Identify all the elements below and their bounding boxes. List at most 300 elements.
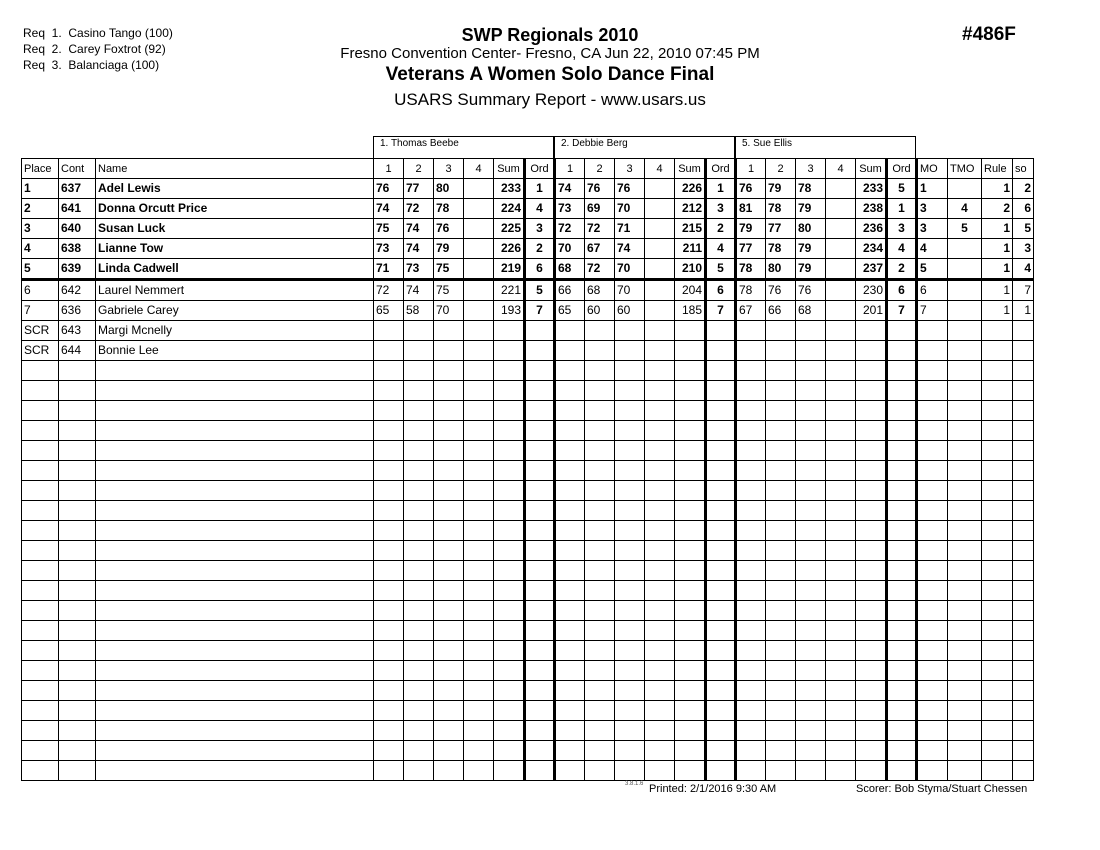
judge-1-score-cell <box>404 641 434 661</box>
rule-cell: 1 <box>982 259 1013 280</box>
judge-3-ord-cell <box>887 341 917 361</box>
place-cell <box>22 741 59 761</box>
judge-3-ord-cell <box>887 461 917 481</box>
judge-1-ord-cell <box>525 681 555 701</box>
judge-3-score-cell <box>826 561 856 581</box>
judge-3-sum-cell: 236 <box>856 219 887 239</box>
judge-1-score-cell <box>404 441 434 461</box>
judge-2-score-cell <box>585 581 615 601</box>
judge-1-score-cell <box>404 681 434 701</box>
judge-1-score-cell: 80 <box>434 179 464 199</box>
judge-2-score-cell <box>645 501 675 521</box>
mo-cell <box>917 421 948 441</box>
judge-3-score-cell <box>736 501 766 521</box>
judge-3-score-cell <box>826 581 856 601</box>
rule-cell <box>982 321 1013 341</box>
judge-3-score-cell <box>796 601 826 621</box>
judge-2-score-cell <box>615 621 645 641</box>
judge-2-score-cell <box>585 661 615 681</box>
so-cell <box>1013 561 1034 581</box>
mo-cell <box>917 381 948 401</box>
so-cell <box>1013 721 1034 741</box>
judge-3-score-cell <box>796 481 826 501</box>
judge-1-ord-cell <box>525 581 555 601</box>
judge-2-score-cell <box>645 641 675 661</box>
judge-3-score-cell <box>766 581 796 601</box>
judge-3-score-cell <box>796 561 826 581</box>
judge-3-score-cell: 67 <box>736 301 766 321</box>
cont-cell: 641 <box>59 199 96 219</box>
judge-1-ord-cell <box>525 701 555 721</box>
tmo-cell <box>948 681 982 701</box>
table-row <box>22 280 1034 301</box>
place-cell <box>22 561 59 581</box>
tmo-cell <box>948 441 982 461</box>
judge-2-score-cell <box>645 581 675 601</box>
judge-2-score-cell <box>615 641 645 661</box>
judge-1-sum-cell <box>494 481 525 501</box>
judge-2-score-cell <box>585 541 615 561</box>
judge-3-sum-cell <box>856 581 887 601</box>
judge-1-sum-cell: 224 <box>494 199 525 219</box>
judge-2-score-cell <box>555 361 585 381</box>
judge-2-score-cell <box>645 561 675 581</box>
place-cell <box>22 501 59 521</box>
tmo-cell: 4 <box>948 199 982 219</box>
judge-2-sum-cell <box>675 521 706 541</box>
judge-3-ord-cell: 6 <box>887 280 917 301</box>
judge-3-score-cell <box>766 541 796 561</box>
judge-3-sum-cell: 233 <box>856 179 887 199</box>
mo-cell <box>917 481 948 501</box>
name-cell <box>96 401 374 421</box>
judge-3-score-cell <box>796 321 826 341</box>
judge-1-score-cell: 73 <box>404 259 434 280</box>
judge-2-ord-cell <box>706 321 736 341</box>
place-cell: 3 <box>22 219 59 239</box>
judge-3-sum-cell <box>856 641 887 661</box>
judge-1-score-cell <box>434 361 464 381</box>
tmo-cell <box>948 301 982 321</box>
judge-1-sum-cell <box>494 541 525 561</box>
judge-1-score-cell: 77 <box>404 179 434 199</box>
judge-2-score-cell <box>615 521 645 541</box>
rule-cell: 2 <box>982 199 1013 219</box>
rule-cell <box>982 501 1013 521</box>
tmo-cell <box>948 701 982 721</box>
judge-2-ord-cell <box>706 461 736 481</box>
place-cell <box>22 641 59 661</box>
judge-1-score-cell <box>404 361 434 381</box>
judge-1-score-cell <box>464 179 494 199</box>
so-cell <box>1013 381 1034 401</box>
judge-3-score-cell <box>796 721 826 741</box>
table-row <box>22 641 1034 661</box>
judge-2-score-cell <box>555 441 585 461</box>
judge-2-score-cell <box>615 701 645 721</box>
tmo-cell <box>948 761 982 781</box>
place-cell: 4 <box>22 239 59 259</box>
judge-3-score-cell: 78 <box>736 259 766 280</box>
judge-1-score-cell <box>434 761 464 781</box>
so-cell <box>1013 741 1034 761</box>
col-j2-sum: Sum <box>675 159 706 179</box>
place-cell: 5 <box>22 259 59 280</box>
name-cell <box>96 361 374 381</box>
col-rule: Rule <box>982 159 1013 179</box>
judge-2-score-cell <box>645 481 675 501</box>
judge-1-score-cell <box>434 521 464 541</box>
judge-1-score-cell <box>434 481 464 501</box>
judge-3-score-cell: 78 <box>766 199 796 219</box>
judge-1-score-cell <box>374 701 404 721</box>
judge-2-score-cell <box>615 581 645 601</box>
judge-1-score-cell <box>464 381 494 401</box>
judge-3-score-cell <box>826 641 856 661</box>
judge-1-sum-cell: 225 <box>494 219 525 239</box>
cont-cell: 643 <box>59 321 96 341</box>
mo-cell <box>917 581 948 601</box>
judge-3-score-cell <box>796 621 826 641</box>
rule-cell <box>982 601 1013 621</box>
cont-cell <box>59 521 96 541</box>
judge-2-ord-cell <box>706 681 736 701</box>
judge-2-ord-cell <box>706 401 736 421</box>
judge-1-sum-cell <box>494 601 525 621</box>
judge-2-score-cell: 67 <box>585 239 615 259</box>
judge-3-sum-cell <box>856 601 887 621</box>
judge-2-score-cell <box>585 361 615 381</box>
judge-1-score-cell <box>464 741 494 761</box>
judge-1-sum-cell <box>494 721 525 741</box>
rule-cell <box>982 461 1013 481</box>
version-mark: 3.8.1.6 <box>625 781 644 787</box>
judge-1-ord-cell <box>525 401 555 421</box>
judge-1-score-cell <box>434 721 464 741</box>
tmo-cell <box>948 661 982 681</box>
tmo-cell <box>948 179 982 199</box>
judge-1-sum-cell <box>494 461 525 481</box>
so-cell <box>1013 521 1034 541</box>
judge-1-score-cell <box>374 521 404 541</box>
judge-3-score-cell <box>826 501 856 521</box>
judge-3-sum-cell <box>856 501 887 521</box>
judge-2-score-cell: 60 <box>585 301 615 321</box>
judge-3-ord-cell <box>887 761 917 781</box>
judge-3-score-cell <box>796 501 826 521</box>
col-name: Name <box>96 159 374 179</box>
judge-1-score-cell <box>374 381 404 401</box>
so-cell <box>1013 621 1034 641</box>
cont-cell <box>59 401 96 421</box>
tmo-cell <box>948 641 982 661</box>
rule-cell <box>982 661 1013 681</box>
judge-3-ord-cell <box>887 421 917 441</box>
judge-3-ord-cell: 1 <box>887 199 917 219</box>
judge-1-score-cell <box>374 601 404 621</box>
mo-cell <box>917 641 948 661</box>
judge-3-score-cell <box>766 321 796 341</box>
judge-1-sum-cell <box>494 501 525 521</box>
judge-2-ord-cell <box>706 341 736 361</box>
judge-1-sum-cell: 233 <box>494 179 525 199</box>
judge-1-ord-cell <box>525 741 555 761</box>
judge-1-sum-cell <box>494 321 525 341</box>
col-j1-sum: Sum <box>494 159 525 179</box>
mo-cell <box>917 501 948 521</box>
judge-2-score-cell <box>615 461 645 481</box>
judge-3-ord-cell <box>887 581 917 601</box>
so-cell: 6 <box>1013 199 1034 219</box>
judge-3-score-cell <box>766 481 796 501</box>
judge-2-score-cell <box>615 661 645 681</box>
judge-2-score-cell <box>555 721 585 741</box>
judge-2-ord-cell: 4 <box>706 239 736 259</box>
name-cell: Linda Cadwell <box>96 259 374 280</box>
judge-3-ord-cell: 7 <box>887 301 917 321</box>
judge-1-score-cell <box>464 761 494 781</box>
col-j3-score-1: 1 <box>736 159 766 179</box>
judge-3-score-cell: 78 <box>796 179 826 199</box>
place-cell <box>22 441 59 461</box>
judge-1-score-cell: 71 <box>374 259 404 280</box>
place-cell <box>22 361 59 381</box>
place-cell <box>22 421 59 441</box>
place-cell: SCR <box>22 321 59 341</box>
judge-1-score-cell <box>434 501 464 521</box>
cont-cell <box>59 661 96 681</box>
judge-2-score-cell: 72 <box>555 219 585 239</box>
mo-cell <box>917 621 948 641</box>
requirement-3: Req 3. Balanciaga (100) <box>23 58 160 72</box>
judge-2-score-cell <box>555 621 585 641</box>
judge-3-score-cell <box>736 641 766 661</box>
tmo-cell <box>948 239 982 259</box>
tmo-cell: 5 <box>948 219 982 239</box>
judge-1-score-cell <box>404 561 434 581</box>
table-row <box>22 761 1034 781</box>
judge-3-score-cell <box>796 521 826 541</box>
judge-1-score-cell: 74 <box>404 219 434 239</box>
judge-2-score-cell <box>555 461 585 481</box>
table-row <box>22 179 1034 199</box>
judge-1-score-cell <box>404 401 434 421</box>
judge-3-score-cell <box>796 461 826 481</box>
judge-2-sum-cell: 212 <box>675 199 706 219</box>
judge-1-score-cell <box>374 501 404 521</box>
judge-3-score-cell <box>736 741 766 761</box>
judge-1-score-cell <box>374 621 404 641</box>
judge-3-sum-cell <box>856 481 887 501</box>
table-row <box>22 301 1034 321</box>
cont-cell <box>59 761 96 781</box>
judge-3-score-cell <box>766 761 796 781</box>
judge-2-ord-cell <box>706 501 736 521</box>
judge-2-score-cell <box>555 561 585 581</box>
so-cell: 4 <box>1013 259 1034 280</box>
so-cell <box>1013 341 1034 361</box>
judge-1-score-cell <box>374 321 404 341</box>
judge-3-score-cell: 68 <box>796 301 826 321</box>
judge-1-score-cell <box>404 341 434 361</box>
judge-3-ord-cell <box>887 381 917 401</box>
judge-3-score-cell <box>766 741 796 761</box>
place-cell <box>22 401 59 421</box>
judge-3-score-cell: 76 <box>796 280 826 301</box>
mo-cell <box>917 361 948 381</box>
judge-3-score-cell <box>766 621 796 641</box>
judge-2-sum-cell <box>675 481 706 501</box>
judge-3-score-cell <box>736 341 766 361</box>
judge-1-ord-cell <box>525 521 555 541</box>
judge-3-score-cell <box>826 521 856 541</box>
judge-3-score-cell <box>826 661 856 681</box>
judge-3-score-cell <box>766 661 796 681</box>
table-row <box>22 621 1034 641</box>
cont-cell <box>59 621 96 641</box>
judge-1-score-cell <box>374 481 404 501</box>
judge-2-ord-cell <box>706 541 736 561</box>
judge-1-score-cell <box>464 561 494 581</box>
judge-3-score-cell <box>826 601 856 621</box>
judge-2-sum-cell <box>675 421 706 441</box>
cont-cell: 644 <box>59 341 96 361</box>
judge-2-sum-cell <box>675 461 706 481</box>
judge-3-score-cell: 76 <box>766 280 796 301</box>
judge-1-score-cell <box>434 381 464 401</box>
judge-3-score-cell <box>736 581 766 601</box>
judge-1-score-cell <box>464 601 494 621</box>
judge-2-score-cell: 74 <box>615 239 645 259</box>
judge-2-ord-cell <box>706 521 736 541</box>
tmo-cell <box>948 521 982 541</box>
judge-3-score-cell <box>796 761 826 781</box>
place-cell <box>22 761 59 781</box>
tmo-cell <box>948 421 982 441</box>
table-row <box>22 321 1034 341</box>
judge-1-score-cell <box>434 341 464 361</box>
judge-2-score-cell <box>615 321 645 341</box>
judge-1-score-cell <box>434 601 464 621</box>
judge-3-score-cell <box>826 341 856 361</box>
judge-2-score-cell <box>555 401 585 421</box>
judge-2-score-cell <box>585 741 615 761</box>
judge-2-score-cell <box>585 421 615 441</box>
judge-3-score-cell <box>736 621 766 641</box>
judge-3-score-cell: 77 <box>736 239 766 259</box>
judge-3-score-cell <box>766 361 796 381</box>
judge-1-ord-cell <box>525 481 555 501</box>
name-cell: Lianne Tow <box>96 239 374 259</box>
judge-1-score-cell: 72 <box>404 199 434 219</box>
judge-2-score-cell <box>645 661 675 681</box>
judge-3-score-cell <box>796 741 826 761</box>
name-cell <box>96 601 374 621</box>
judge-2-sum-cell <box>675 681 706 701</box>
judge-2-score-cell <box>585 681 615 701</box>
printed-timestamp: Printed: 2/1/2016 9:30 AM <box>649 783 777 795</box>
judge-3-header: 5. Sue Ellis <box>735 136 916 158</box>
judge-2-score-cell <box>615 761 645 781</box>
judge-2-score-cell: 68 <box>555 259 585 280</box>
judge-2-sum-cell: 226 <box>675 179 706 199</box>
judge-2-score-cell <box>585 561 615 581</box>
col-j2-score-2: 2 <box>585 159 615 179</box>
col-tmo: TMO <box>948 159 982 179</box>
mo-cell: 3 <box>917 199 948 219</box>
judge-3-score-cell: 78 <box>736 280 766 301</box>
judge-1-score-cell <box>464 681 494 701</box>
judge-2-score-cell <box>585 341 615 361</box>
judge-2-score-cell <box>645 601 675 621</box>
judge-3-score-cell <box>796 401 826 421</box>
judge-3-score-cell: 79 <box>736 219 766 239</box>
judge-3-score-cell <box>766 501 796 521</box>
cont-cell <box>59 581 96 601</box>
name-cell: Gabriele Carey <box>96 301 374 321</box>
cont-cell <box>59 501 96 521</box>
judge-1-ord-cell: 4 <box>525 199 555 219</box>
judge-2-sum-cell: 185 <box>675 301 706 321</box>
judge-1-score-cell <box>374 441 404 461</box>
judge-1-score-cell: 79 <box>434 239 464 259</box>
judge-1-score-cell <box>464 361 494 381</box>
table-row <box>22 441 1034 461</box>
tmo-cell <box>948 561 982 581</box>
judge-2-sum-cell: 211 <box>675 239 706 259</box>
judge-2-score-cell <box>645 179 675 199</box>
tmo-cell <box>948 361 982 381</box>
judge-3-sum-cell <box>856 761 887 781</box>
so-cell <box>1013 681 1034 701</box>
judge-2-sum-cell <box>675 741 706 761</box>
judge-1-sum-cell: 219 <box>494 259 525 280</box>
judge-3-score-cell <box>826 421 856 441</box>
tmo-cell <box>948 321 982 341</box>
table-row <box>22 721 1034 741</box>
judge-3-ord-cell <box>887 541 917 561</box>
judge-1-score-cell <box>464 581 494 601</box>
judge-3-sum-cell <box>856 681 887 701</box>
col-j2-ord: Ord <box>706 159 736 179</box>
so-cell <box>1013 461 1034 481</box>
judge-1-score-cell <box>374 721 404 741</box>
judge-3-score-cell: 76 <box>736 179 766 199</box>
table-row <box>22 581 1034 601</box>
judge-1-sum-cell <box>494 701 525 721</box>
judge-3-score-cell <box>766 521 796 541</box>
judge-3-score-cell: 77 <box>766 219 796 239</box>
judge-2-score-cell <box>645 621 675 641</box>
mo-cell <box>917 721 948 741</box>
judge-3-ord-cell: 3 <box>887 219 917 239</box>
judge-3-ord-cell: 2 <box>887 259 917 280</box>
competition-title: Veterans A Women Solo Dance Final <box>385 64 715 85</box>
rule-cell <box>982 561 1013 581</box>
results-body <box>22 179 1034 781</box>
judge-1-sum-cell <box>494 341 525 361</box>
judge-2-score-cell <box>615 741 645 761</box>
judge-1-header: 1. Thomas Beebe <box>373 136 554 158</box>
name-cell <box>96 661 374 681</box>
col-j2-score-1: 1 <box>555 159 585 179</box>
judge-2-score-cell <box>555 481 585 501</box>
judge-1-sum-cell <box>494 681 525 701</box>
judge-2-sum-cell <box>675 341 706 361</box>
judge-1-score-cell <box>464 301 494 321</box>
judge-1-score-cell <box>404 381 434 401</box>
judge-2-ord-cell <box>706 421 736 441</box>
